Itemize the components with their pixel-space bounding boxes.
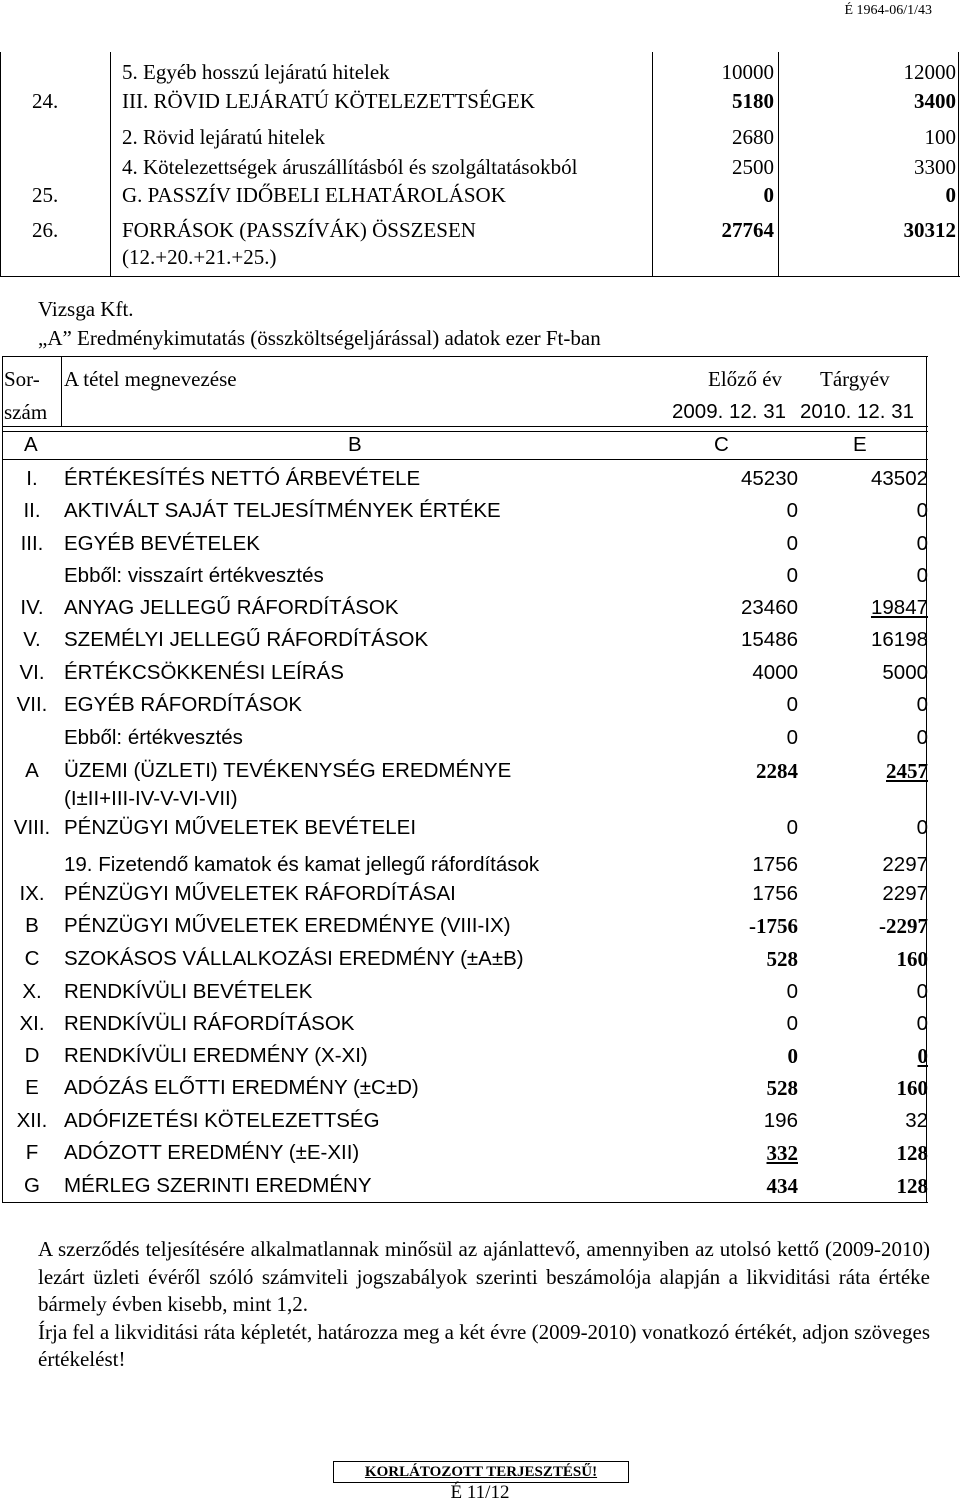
- document-code: É 1964-06/1/43: [844, 3, 932, 18]
- balance-sheet-table: 5. Egyéb hosszú lejáratú hitelek 10000 12000 24. III. RÖVID LEJÁRATÚ KÖTELEZETTSÉGEK 5180 3400 2. Rövid lejáratú hitelek 2680 100 4. Kötelezettségek áruszállításból és szolgáltatásokból 2500 3300 25. G. PASSZÍV IDŐBELI ELHATÁROLÁSOK 0 0 26. FORRÁSOK (PASSZÍVÁK) ÖSSZESEN 27764 30312 (12.+20.+21.+25.): [0, 52, 960, 277]
- income-statement-title: „A” Eredménykimutatás (összköltségeljárással) adatok ezer Ft-ban: [38, 326, 601, 350]
- income-statement-table: Sor- A tétel megnevezése Előző év Tárgyév szám 2009. 12. 31 2010. 12. 31 A B C E I. ÉRTÉKESÍTÉS NETTÓ ÁRBEVÉTELE 45230 43502 II. AKTIVÁLT SAJÁT TELJESÍTMÉNYEK ÉRTÉKE 0 0 III. EGYÉB BEVÉTELEK 0 0 Ebből: visszaírt értékvesztés 0 0 IV. ANYAG JELLEGŰ RÁFORDÍTÁSOK 23460 19847 V. SZEMÉLYI JELLEGŰ RÁFORDÍTÁSOK 15486 16198 VI. ÉRTÉKCSÖKKENÉSI LEÍRÁS 4000 5000 VII. EGYÉB RÁFORDÍTÁSOK 0 0 Ebből: értékvesztés 0 0 A ÜZEMI (ÜZLETI) TEVÉKENYSÉG EREDMÉNYE 2284 2457 (I±II+III-IV-V-VI-VII) VIII. PÉNZÜGYI MŰVELETEK BEVÉTELEI 0 0 19. Fizetendő kamatok és kamat jellegű ráfordítások 1756 2297 IX. PÉNZÜGYI MŰVELETEK RÁFORDÍTÁSAI 1756 2297 B PÉNZÜGYI MŰVELETEK EREDMÉNYE (VIII-IX) -1756 -2297 C SZOKÁSOS VÁLLALKOZÁSI EREDMÉNY (±A±B) 528 160 X. RENDKÍVÜLI BEVÉTELEK 0 0 XI. RENDKÍVÜLI RÁFORDÍTÁSOK 0 0 D RENDKÍVÜLI EREDMÉNY (X-XI) 0 0 E ADÓZÁS ELŐTTI EREDMÉNY (±C±D) 528 160 XII. ADÓFIZETÉSI KÖTELEZETTSÉG 196 32 F ADÓZOTT EREDMÉNY (±E-XII) 332 128 G MÉRLEG SZERINTI EREDMÉNY 434 128: [2, 356, 928, 1202]
- task-text: [38, 1236, 930, 1374]
- page-number: É 11/12: [450, 1482, 510, 1503]
- restricted-label: KORLÁTOZOTT TERJESZTÉSŰ!: [333, 1461, 629, 1483]
- paragraph: A szerződés teljesítésére alkalmatlannak minősül az ajánlattevő, amennyiben az utolsó kettő (2009-2010) lezárt üzleti évéről szóló számviteli jogszabályok szerinti beszámolója alapján a likviditási ráta értéke bármely évben kisebb, mint 1,2.: [38, 1237, 930, 1317]
- paragraph: Írja fel a likviditási ráta képletét, határozza meg a két évre (2009-2010) vonatkozó értékét, adjon szöveges értékelést!: [38, 1319, 930, 1372]
- company-name: Vizsga Kft.: [38, 297, 134, 321]
